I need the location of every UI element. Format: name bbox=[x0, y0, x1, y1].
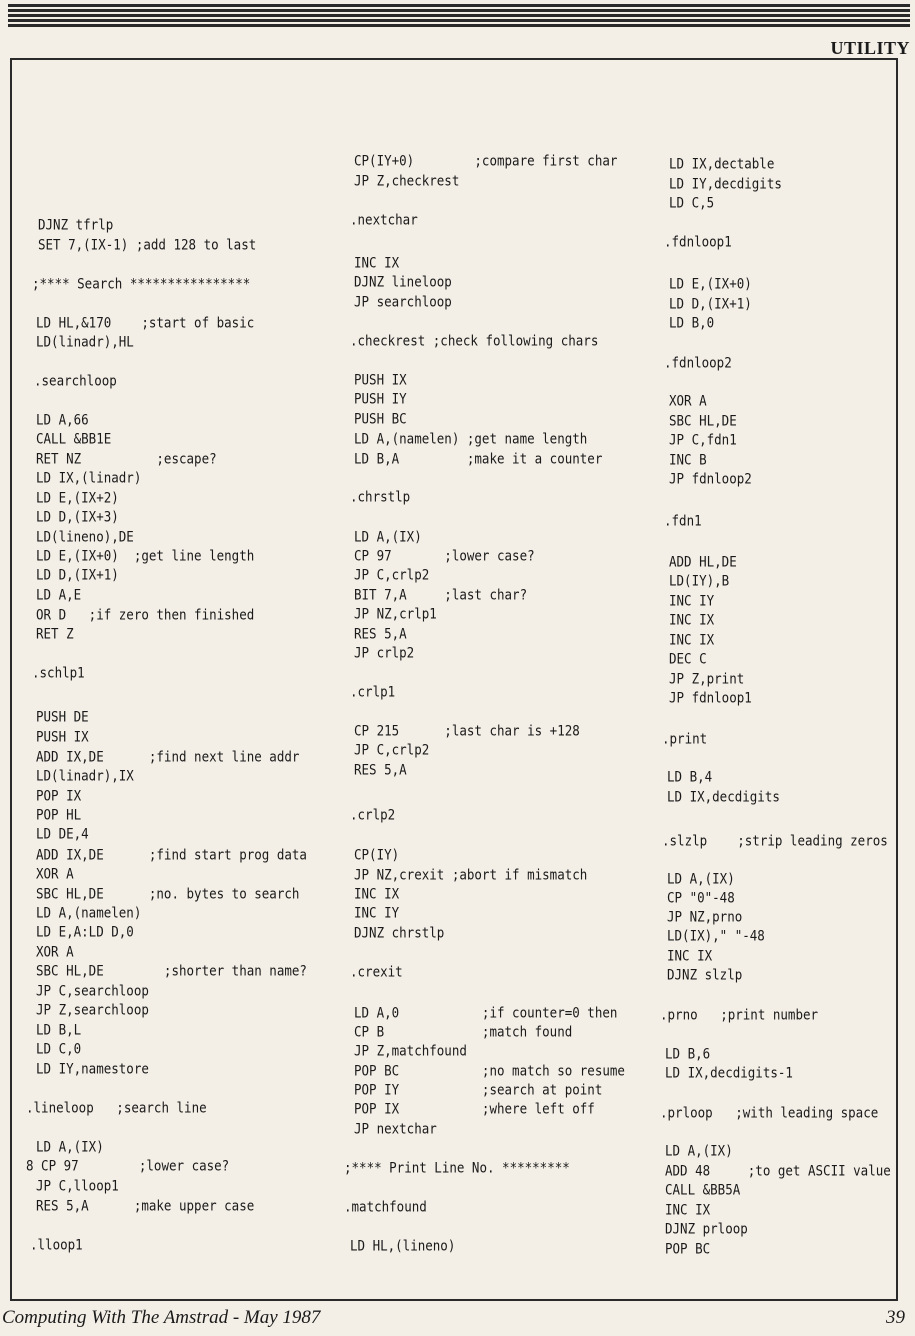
code-line: LD IY,namestore bbox=[36, 1059, 149, 1077]
code-line: LD E,(IX+2) bbox=[36, 488, 119, 506]
code-line: PUSH IY bbox=[354, 389, 407, 407]
code-line: LD B,L bbox=[36, 1020, 82, 1038]
code-line: OR D ;if zero then finished bbox=[36, 605, 255, 623]
code-line: XOR A bbox=[36, 942, 74, 960]
code-line: ADD HL,DE bbox=[669, 552, 737, 570]
code-line: JP fdnloop2 bbox=[669, 469, 752, 487]
code-line: .fdn1 bbox=[664, 511, 702, 529]
code-line: RES 5,A bbox=[354, 624, 407, 642]
code-line: .crlp2 bbox=[350, 805, 396, 823]
code-line: DJNZ prloop bbox=[665, 1219, 748, 1237]
code-line: JP NZ,prno bbox=[667, 907, 743, 925]
code-line: CP "0"-48 bbox=[667, 888, 735, 906]
code-line: ADD IX,DE ;find next line addr bbox=[36, 747, 300, 765]
code-line: LD DE,4 bbox=[36, 824, 89, 842]
code-line: LD(IY),B bbox=[669, 571, 730, 589]
code-line: INC IY bbox=[669, 591, 715, 609]
code-line: LD A,0 ;if counter=0 then bbox=[354, 1003, 618, 1021]
code-line: POP IY ;search at point bbox=[354, 1080, 603, 1098]
code-line: LD A,(namelen) ;get name length bbox=[354, 429, 588, 447]
code-line: LD A,(IX) bbox=[665, 1141, 733, 1159]
code-line: POP BC ;no match so resume bbox=[354, 1061, 625, 1079]
code-line: CP(IY+0) ;compare first char bbox=[354, 151, 618, 169]
code-line: LD B,4 bbox=[667, 767, 713, 785]
code-line: ADD IX,DE ;find start prog data bbox=[36, 845, 307, 863]
code-line: LD IX,(linadr) bbox=[36, 468, 142, 486]
code-line: INC IX bbox=[667, 946, 713, 964]
code-line: ;**** Search **************** bbox=[32, 274, 251, 292]
code-line: PUSH DE bbox=[36, 707, 89, 725]
code-line: LD A,E bbox=[36, 585, 82, 603]
page-number: 39 bbox=[886, 1307, 905, 1328]
code-line: LD E,(IX+0) ;get line length bbox=[36, 546, 255, 564]
code-line: INC IX bbox=[354, 884, 400, 902]
code-line: PUSH IX bbox=[36, 727, 89, 745]
code-line: LD HL,&170 ;start of basic bbox=[36, 313, 255, 331]
code-line: LD C,0 bbox=[36, 1039, 82, 1057]
code-line: .checkrest ;check following chars bbox=[350, 331, 599, 349]
code-line: POP BC bbox=[665, 1239, 711, 1257]
code-line: 8 CP 97 ;lower case? bbox=[26, 1156, 230, 1174]
publication-footer: Computing With The Amstrad - May 1987 bbox=[2, 1307, 321, 1328]
code-line: LD B,A ;make it a counter bbox=[354, 449, 603, 467]
code-line: POP IX ;where left off bbox=[354, 1099, 595, 1117]
code-line: .lineloop ;search line bbox=[26, 1098, 207, 1116]
code-line: JP Z,checkrest bbox=[354, 171, 460, 189]
code-line: INC IY bbox=[354, 903, 400, 921]
code-line: .print bbox=[662, 729, 708, 747]
code-line: XOR A bbox=[669, 391, 707, 409]
code-line: .prloop ;with leading space bbox=[660, 1103, 879, 1121]
code-line: POP HL bbox=[36, 805, 82, 823]
code-line: RET Z bbox=[36, 624, 74, 642]
code-line: CP B ;match found bbox=[354, 1022, 573, 1040]
code-line: DJNZ tfrlp bbox=[38, 215, 114, 233]
section-label: UTILITY bbox=[830, 38, 910, 58]
code-line: JP C,searchloop bbox=[36, 981, 149, 999]
code-line: JP NZ,crlp1 bbox=[354, 604, 437, 622]
code-line: POP IX bbox=[36, 786, 82, 804]
code-line: INC IX bbox=[665, 1200, 711, 1218]
code-line: LD(lineno),DE bbox=[36, 527, 134, 545]
code-line: JP Z,searchloop bbox=[36, 1000, 149, 1018]
code-line: .lloop1 bbox=[30, 1235, 83, 1253]
code-line: .prno ;print number bbox=[660, 1005, 819, 1023]
code-line: .fdnloop2 bbox=[664, 353, 732, 371]
code-line: LD E,A:LD D,0 bbox=[36, 922, 134, 940]
code-line: PUSH IX bbox=[354, 370, 407, 388]
code-line: ADD 48 ;to get ASCII value bbox=[665, 1161, 891, 1179]
code-line: .nextchar bbox=[350, 210, 418, 228]
code-line: ;**** Print Line No. ********* bbox=[344, 1158, 570, 1176]
code-line: CP 215 ;last char is +128 bbox=[354, 721, 580, 739]
code-line: XOR A bbox=[36, 864, 74, 882]
code-line: LD A,66 bbox=[36, 410, 89, 428]
code-line: SBC HL,DE ;shorter than name? bbox=[36, 961, 307, 979]
code-line: SET 7,(IX-1) ;add 128 to last bbox=[38, 235, 257, 253]
code-line: RES 5,A bbox=[354, 760, 407, 778]
code-line: .searchloop bbox=[34, 371, 117, 389]
code-line: LD(IX)," "-48 bbox=[667, 926, 765, 944]
code-line: SBC HL,DE bbox=[669, 411, 737, 429]
code-line: JP C,crlp2 bbox=[354, 565, 430, 583]
code-line: JP crlp2 bbox=[354, 643, 415, 661]
code-line: LD IX,decdigits-1 bbox=[665, 1063, 793, 1081]
code-line: LD IY,decdigits bbox=[669, 174, 782, 192]
code-line: LD E,(IX+0) bbox=[669, 274, 752, 292]
code-line: CALL &BB1E bbox=[36, 429, 112, 447]
code-line: LD IX,decdigits bbox=[667, 787, 780, 805]
code-line: CP(IY) bbox=[354, 845, 400, 863]
code-line: BIT 7,A ;last char? bbox=[354, 585, 528, 603]
code-line: .crlp1 bbox=[350, 682, 396, 700]
code-line: SBC HL,DE ;no. bytes to search bbox=[36, 884, 300, 902]
code-line: JP C,fdn1 bbox=[669, 430, 737, 448]
code-line: .schlp1 bbox=[32, 663, 85, 681]
code-line: .crexit bbox=[350, 962, 403, 980]
code-line: JP searchloop bbox=[354, 292, 452, 310]
code-line: LD A,(IX) bbox=[667, 869, 735, 887]
code-line: LD D,(IX+1) bbox=[669, 294, 752, 312]
code-line: LD D,(IX+3) bbox=[36, 507, 119, 525]
code-line: LD(linadr),HL bbox=[36, 332, 134, 350]
header-rule bbox=[8, 4, 910, 30]
code-line: CALL &BB5A bbox=[665, 1180, 741, 1198]
code-line: LD IX,dectable bbox=[669, 154, 775, 172]
code-line: RES 5,A ;make upper case bbox=[36, 1196, 255, 1214]
code-line: RET NZ ;escape? bbox=[36, 449, 217, 467]
code-line: .chrstlp bbox=[350, 487, 411, 505]
code-line: DJNZ slzlp bbox=[667, 965, 743, 983]
code-line: LD B,0 bbox=[669, 313, 715, 331]
code-line: .fdnloop1 bbox=[664, 232, 732, 250]
code-line: LD C,5 bbox=[669, 193, 715, 211]
code-line: INC IX bbox=[354, 253, 400, 271]
code-line: INC IX bbox=[669, 610, 715, 628]
code-line: JP NZ,crexit ;abort if mismatch bbox=[354, 865, 588, 883]
code-line: PUSH BC bbox=[354, 409, 407, 427]
code-line: DJNZ lineloop bbox=[354, 272, 452, 290]
code-line: DJNZ chrstlp bbox=[354, 923, 445, 941]
code-line: JP fdnloop1 bbox=[669, 688, 752, 706]
code-line: LD A,(IX) bbox=[36, 1137, 104, 1155]
code-line: LD A,(IX) bbox=[354, 527, 422, 545]
code-line: LD D,(IX+1) bbox=[36, 565, 119, 583]
code-line: DEC C bbox=[669, 649, 707, 667]
code-line: JP nextchar bbox=[354, 1119, 437, 1137]
code-line: INC IX bbox=[669, 630, 715, 648]
code-line: INC B bbox=[669, 450, 707, 468]
code-line: JP Z,print bbox=[669, 669, 745, 687]
code-line: CP 97 ;lower case? bbox=[354, 546, 535, 564]
code-line: .slzlp ;strip leading zeros bbox=[662, 831, 888, 849]
code-line: LD HL,(lineno) bbox=[350, 1236, 456, 1254]
code-line: LD(linadr),IX bbox=[36, 766, 134, 784]
code-line: LD A,(namelen) bbox=[36, 903, 142, 921]
code-line: .matchfound bbox=[344, 1197, 427, 1215]
code-line: JP C,lloop1 bbox=[36, 1176, 119, 1194]
code-line: JP Z,matchfound bbox=[354, 1041, 467, 1059]
code-line: LD B,6 bbox=[665, 1044, 711, 1062]
code-line: JP C,crlp2 bbox=[354, 740, 430, 758]
